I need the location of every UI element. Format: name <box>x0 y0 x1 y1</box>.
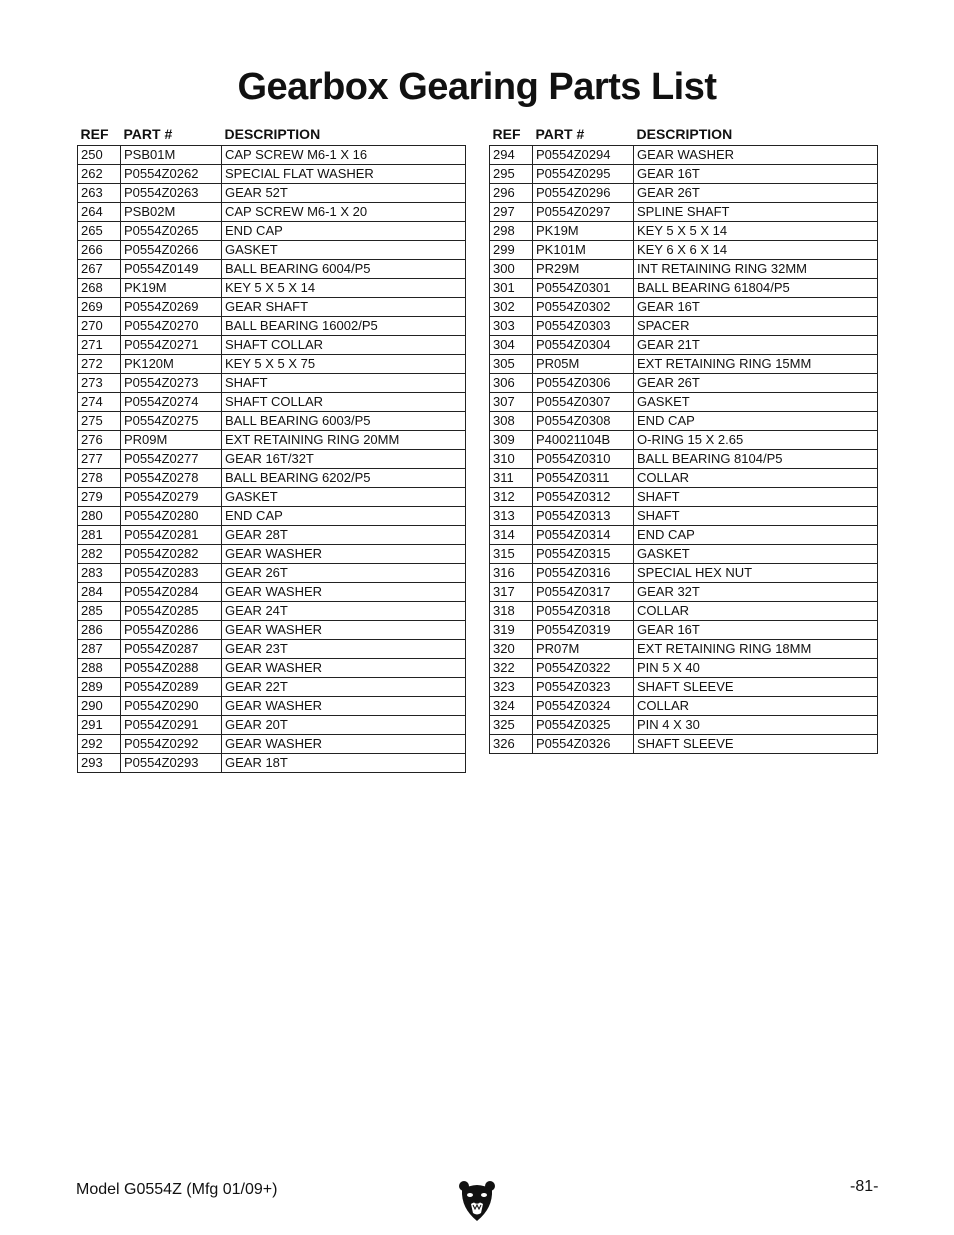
cell-ref: 288 <box>78 659 121 678</box>
cell-part-number: P0554Z0289 <box>121 678 222 697</box>
cell-part-number: P0554Z0302 <box>533 298 634 317</box>
cell-description: EXT RETAINING RING 18MM <box>634 640 878 659</box>
cell-part-number: PK120M <box>121 355 222 374</box>
cell-description: GEAR WASHER <box>222 545 466 564</box>
cell-description: SHAFT SLEEVE <box>634 678 878 697</box>
cell-part-number: P0554Z0149 <box>121 260 222 279</box>
table-row <box>490 393 878 412</box>
table-row <box>490 374 878 393</box>
table-row <box>78 203 466 222</box>
table-row <box>78 146 466 165</box>
cell-description: PIN 4 X 30 <box>634 716 878 735</box>
cell-part-number: P0554Z0288 <box>121 659 222 678</box>
cell-ref: 293 <box>78 754 121 773</box>
parts-table <box>489 124 878 754</box>
cell-description: GEAR 16T/32T <box>222 450 466 469</box>
cell-part-number: PK19M <box>533 222 634 241</box>
cell-description: COLLAR <box>634 602 878 621</box>
table-header-row <box>78 124 466 146</box>
table-row <box>78 716 466 735</box>
cell-part-number: PR29M <box>533 260 634 279</box>
left-table-body <box>78 146 466 773</box>
cell-description: GEAR WASHER <box>222 583 466 602</box>
table-row <box>78 298 466 317</box>
cell-ref: 273 <box>78 374 121 393</box>
cell-description: GEAR WASHER <box>222 659 466 678</box>
table-row <box>78 374 466 393</box>
cell-part-number: P0554Z0312 <box>533 488 634 507</box>
cell-description: SHAFT COLLAR <box>222 393 466 412</box>
cell-ref: 315 <box>490 545 533 564</box>
table-row <box>78 583 466 602</box>
cell-part-number: PK101M <box>533 241 634 260</box>
cell-ref: 303 <box>490 317 533 336</box>
table-row <box>490 165 878 184</box>
cell-description: SHAFT <box>222 374 466 393</box>
cell-ref: 287 <box>78 640 121 659</box>
cell-ref: 262 <box>78 165 121 184</box>
cell-part-number: P0554Z0315 <box>533 545 634 564</box>
header-part: PART # <box>123 126 173 142</box>
cell-ref: 277 <box>78 450 121 469</box>
parts-table <box>77 124 466 773</box>
cell-part-number: P0554Z0284 <box>121 583 222 602</box>
cell-ref: 326 <box>490 735 533 754</box>
table-row <box>490 279 878 298</box>
table-row <box>490 526 878 545</box>
cell-description: GEAR 32T <box>634 583 878 602</box>
cell-part-number: P0554Z0282 <box>121 545 222 564</box>
cell-description: GEAR WASHER <box>222 621 466 640</box>
cell-ref: 281 <box>78 526 121 545</box>
cell-ref: 283 <box>78 564 121 583</box>
cell-description: KEY 5 X 5 X 14 <box>222 279 466 298</box>
table-row <box>78 355 466 374</box>
cell-part-number: P0554Z0281 <box>121 526 222 545</box>
cell-part-number: P0554Z0273 <box>121 374 222 393</box>
cell-description: BALL BEARING 6003/P5 <box>222 412 466 431</box>
cell-part-number: P0554Z0319 <box>533 621 634 640</box>
cell-ref: 275 <box>78 412 121 431</box>
table-row <box>78 222 466 241</box>
table-row <box>78 659 466 678</box>
table-row <box>490 640 878 659</box>
cell-ref: 323 <box>490 678 533 697</box>
cell-ref: 289 <box>78 678 121 697</box>
table-row <box>78 640 466 659</box>
cell-description: SPECIAL FLAT WASHER <box>222 165 466 184</box>
table-row <box>78 488 466 507</box>
cell-ref: 313 <box>490 507 533 526</box>
table-row <box>78 697 466 716</box>
cell-part-number: P0554Z0308 <box>533 412 634 431</box>
cell-part-number: P0554Z0310 <box>533 450 634 469</box>
table-row <box>78 241 466 260</box>
cell-part-number: P0554Z0314 <box>533 526 634 545</box>
cell-ref: 300 <box>490 260 533 279</box>
cell-part-number: P0554Z0279 <box>121 488 222 507</box>
cell-description: GEAR 24T <box>222 602 466 621</box>
cell-ref: 263 <box>78 184 121 203</box>
table-row <box>490 184 878 203</box>
table-row <box>490 583 878 602</box>
cell-description: GEAR 20T <box>222 716 466 735</box>
table-row <box>78 431 466 450</box>
cell-ref: 274 <box>78 393 121 412</box>
table-row <box>490 222 878 241</box>
cell-part-number: P0554Z0280 <box>121 507 222 526</box>
cell-part-number: P0554Z0295 <box>533 165 634 184</box>
cell-ref: 276 <box>78 431 121 450</box>
cell-description: BALL BEARING 6004/P5 <box>222 260 466 279</box>
cell-part-number: PSB01M <box>121 146 222 165</box>
cell-part-number: P0554Z0287 <box>121 640 222 659</box>
cell-description: PIN 5 X 40 <box>634 659 878 678</box>
cell-description: GASKET <box>222 241 466 260</box>
table-row <box>78 564 466 583</box>
cell-description: KEY 6 X 6 X 14 <box>634 241 878 260</box>
page-number: -81- <box>850 1178 879 1195</box>
parts-table-right <box>489 124 878 754</box>
table-row <box>490 697 878 716</box>
footer-model: Model G0554Z (Mfg 01/09+) <box>76 1181 278 1198</box>
table-row <box>490 412 878 431</box>
cell-ref: 314 <box>490 526 533 545</box>
cell-part-number: P0554Z0325 <box>533 716 634 735</box>
cell-ref: 320 <box>490 640 533 659</box>
cell-description: GEAR SHAFT <box>222 298 466 317</box>
table-row <box>78 279 466 298</box>
cell-description: END CAP <box>634 526 878 545</box>
table-row <box>78 412 466 431</box>
cell-description: EXT RETAINING RING 15MM <box>634 355 878 374</box>
table-row <box>490 469 878 488</box>
table-row <box>490 507 878 526</box>
cell-part-number: PR09M <box>121 431 222 450</box>
cell-ref: 296 <box>490 184 533 203</box>
cell-ref: 267 <box>78 260 121 279</box>
cell-ref: 291 <box>78 716 121 735</box>
cell-description: KEY 5 X 5 X 75 <box>222 355 466 374</box>
cell-description: SHAFT SLEEVE <box>634 735 878 754</box>
cell-part-number: P0554Z0266 <box>121 241 222 260</box>
cell-ref: 299 <box>490 241 533 260</box>
cell-part-number: P40021104B <box>533 431 634 450</box>
cell-part-number: PR05M <box>533 355 634 374</box>
cell-description: GEAR 16T <box>634 165 878 184</box>
cell-ref: 272 <box>78 355 121 374</box>
cell-description: CAP SCREW M6-1 X 16 <box>222 146 466 165</box>
cell-part-number: P0554Z0307 <box>533 393 634 412</box>
cell-description: GEAR WASHER <box>634 146 878 165</box>
cell-ref: 285 <box>78 602 121 621</box>
table-row <box>78 735 466 754</box>
table-row <box>78 260 466 279</box>
cell-part-number: P0554Z0275 <box>121 412 222 431</box>
cell-description: BALL BEARING 6202/P5 <box>222 469 466 488</box>
cell-description: GEAR 16T <box>634 621 878 640</box>
cell-description: GEAR 26T <box>634 374 878 393</box>
header-ref: REF <box>80 126 109 142</box>
cell-description: EXT RETAINING RING 20MM <box>222 431 466 450</box>
cell-ref: 269 <box>78 298 121 317</box>
table-row <box>490 431 878 450</box>
cell-description: BALL BEARING 61804/P5 <box>634 279 878 298</box>
table-row <box>490 450 878 469</box>
cell-part-number: P0554Z0285 <box>121 602 222 621</box>
header-description: DESCRIPTION <box>636 126 733 142</box>
cell-description: COLLAR <box>634 469 878 488</box>
cell-part-number: P0554Z0306 <box>533 374 634 393</box>
header-description: DESCRIPTION <box>224 126 321 142</box>
table-row <box>78 336 466 355</box>
cell-description: GASKET <box>222 488 466 507</box>
cell-description: GEAR 22T <box>222 678 466 697</box>
cell-description: GEAR 16T <box>634 298 878 317</box>
cell-description: END CAP <box>634 412 878 431</box>
cell-part-number: P0554Z0297 <box>533 203 634 222</box>
table-row <box>490 203 878 222</box>
right-table-body <box>490 146 878 754</box>
cell-description: END CAP <box>222 222 466 241</box>
cell-ref: 306 <box>490 374 533 393</box>
cell-part-number: P0554Z0303 <box>533 317 634 336</box>
cell-description: GEAR 23T <box>222 640 466 659</box>
cell-ref: 265 <box>78 222 121 241</box>
cell-description: GEAR WASHER <box>222 697 466 716</box>
cell-part-number: P0554Z0313 <box>533 507 634 526</box>
cell-ref: 317 <box>490 583 533 602</box>
cell-description: GEAR 18T <box>222 754 466 773</box>
cell-description: GASKET <box>634 545 878 564</box>
cell-part-number: PSB02M <box>121 203 222 222</box>
cell-description: GEAR 28T <box>222 526 466 545</box>
cell-description: CAP SCREW M6-1 X 20 <box>222 203 466 222</box>
cell-ref: 307 <box>490 393 533 412</box>
cell-part-number: P0554Z0296 <box>533 184 634 203</box>
cell-ref: 312 <box>490 488 533 507</box>
cell-description: BALL BEARING 8104/P5 <box>634 450 878 469</box>
cell-part-number: P0554Z0323 <box>533 678 634 697</box>
table-row <box>78 507 466 526</box>
cell-part-number: P0554Z0265 <box>121 222 222 241</box>
cell-description: GEAR 26T <box>634 184 878 203</box>
table-row <box>490 735 878 754</box>
table-row <box>78 393 466 412</box>
cell-description: GASKET <box>634 393 878 412</box>
table-row <box>78 545 466 564</box>
cell-part-number: P0554Z0274 <box>121 393 222 412</box>
page-title: Gearbox Gearing Parts List <box>237 66 717 108</box>
cell-ref: 280 <box>78 507 121 526</box>
cell-description: SPACER <box>634 317 878 336</box>
cell-part-number: P0554Z0316 <box>533 564 634 583</box>
cell-description: COLLAR <box>634 697 878 716</box>
table-row <box>78 621 466 640</box>
cell-part-number: P0554Z0290 <box>121 697 222 716</box>
cell-description: SHAFT <box>634 507 878 526</box>
cell-ref: 301 <box>490 279 533 298</box>
cell-part-number: P0554Z0270 <box>121 317 222 336</box>
cell-ref: 295 <box>490 165 533 184</box>
cell-part-number: P0554Z0277 <box>121 450 222 469</box>
cell-description: KEY 5 X 5 X 14 <box>634 222 878 241</box>
cell-ref: 316 <box>490 564 533 583</box>
cell-ref: 310 <box>490 450 533 469</box>
table-row <box>78 678 466 697</box>
cell-part-number: P0554Z0271 <box>121 336 222 355</box>
cell-ref: 308 <box>490 412 533 431</box>
cell-part-number: P0554Z0286 <box>121 621 222 640</box>
cell-ref: 264 <box>78 203 121 222</box>
cell-part-number: P0554Z0311 <box>533 469 634 488</box>
cell-part-number: P0554Z0304 <box>533 336 634 355</box>
cell-ref: 266 <box>78 241 121 260</box>
table-header-row <box>490 124 878 146</box>
cell-part-number: P0554Z0269 <box>121 298 222 317</box>
cell-ref: 309 <box>490 431 533 450</box>
cell-part-number: P0554Z0283 <box>121 564 222 583</box>
cell-description: SHAFT COLLAR <box>222 336 466 355</box>
table-row <box>490 355 878 374</box>
cell-part-number: P0554Z0324 <box>533 697 634 716</box>
cell-ref: 268 <box>78 279 121 298</box>
table-row <box>78 184 466 203</box>
table-row <box>490 317 878 336</box>
cell-description: BALL BEARING 16002/P5 <box>222 317 466 336</box>
table-row <box>490 564 878 583</box>
cell-part-number: P0554Z0293 <box>121 754 222 773</box>
cell-ref: 324 <box>490 697 533 716</box>
cell-ref: 318 <box>490 602 533 621</box>
table-row <box>490 146 878 165</box>
cell-description: SHAFT <box>634 488 878 507</box>
cell-part-number: PK19M <box>121 279 222 298</box>
cell-ref: 305 <box>490 355 533 374</box>
cell-ref: 311 <box>490 469 533 488</box>
table-row <box>490 621 878 640</box>
table-row <box>490 545 878 564</box>
cell-description: END CAP <box>222 507 466 526</box>
cell-ref: 304 <box>490 336 533 355</box>
cell-ref: 302 <box>490 298 533 317</box>
cell-ref: 286 <box>78 621 121 640</box>
cell-ref: 270 <box>78 317 121 336</box>
table-row <box>490 298 878 317</box>
cell-part-number: P0554Z0291 <box>121 716 222 735</box>
cell-ref: 271 <box>78 336 121 355</box>
cell-description: GEAR WASHER <box>222 735 466 754</box>
cell-part-number: P0554Z0262 <box>121 165 222 184</box>
table-row <box>490 678 878 697</box>
table-row <box>78 450 466 469</box>
cell-ref: 284 <box>78 583 121 602</box>
cell-description: GEAR 52T <box>222 184 466 203</box>
table-row <box>78 526 466 545</box>
table-row <box>490 241 878 260</box>
parts-table-left <box>77 124 466 773</box>
cell-ref: 282 <box>78 545 121 564</box>
cell-ref: 322 <box>490 659 533 678</box>
table-row <box>490 336 878 355</box>
table-row <box>78 469 466 488</box>
cell-description: SPECIAL HEX NUT <box>634 564 878 583</box>
table-row <box>490 488 878 507</box>
bear-logo-icon <box>458 1178 496 1222</box>
cell-ref: 292 <box>78 735 121 754</box>
cell-ref: 290 <box>78 697 121 716</box>
cell-ref: 325 <box>490 716 533 735</box>
cell-part-number: P0554Z0292 <box>121 735 222 754</box>
cell-description: GEAR 26T <box>222 564 466 583</box>
table-row <box>78 754 466 773</box>
cell-part-number: P0554Z0294 <box>533 146 634 165</box>
cell-part-number: P0554Z0318 <box>533 602 634 621</box>
cell-ref: 319 <box>490 621 533 640</box>
header-part: PART # <box>535 126 585 142</box>
cell-ref: 297 <box>490 203 533 222</box>
table-row <box>78 165 466 184</box>
cell-ref: 279 <box>78 488 121 507</box>
cell-part-number: P0554Z0278 <box>121 469 222 488</box>
cell-part-number: P0554Z0322 <box>533 659 634 678</box>
cell-description: INT RETAINING RING 32MM <box>634 260 878 279</box>
table-row <box>490 602 878 621</box>
header-ref: REF <box>492 126 521 142</box>
table-row <box>490 716 878 735</box>
cell-ref: 298 <box>490 222 533 241</box>
table-row <box>78 602 466 621</box>
table-row <box>490 260 878 279</box>
table-row <box>78 317 466 336</box>
cell-part-number: P0554Z0263 <box>121 184 222 203</box>
cell-description: O-RING 15 X 2.65 <box>634 431 878 450</box>
cell-description: GEAR 21T <box>634 336 878 355</box>
cell-part-number: P0554Z0326 <box>533 735 634 754</box>
cell-part-number: P0554Z0317 <box>533 583 634 602</box>
cell-description: SPLINE SHAFT <box>634 203 878 222</box>
cell-ref: 294 <box>490 146 533 165</box>
cell-part-number: PR07M <box>533 640 634 659</box>
cell-ref: 250 <box>78 146 121 165</box>
table-row <box>490 659 878 678</box>
cell-part-number: P0554Z0301 <box>533 279 634 298</box>
cell-ref: 278 <box>78 469 121 488</box>
